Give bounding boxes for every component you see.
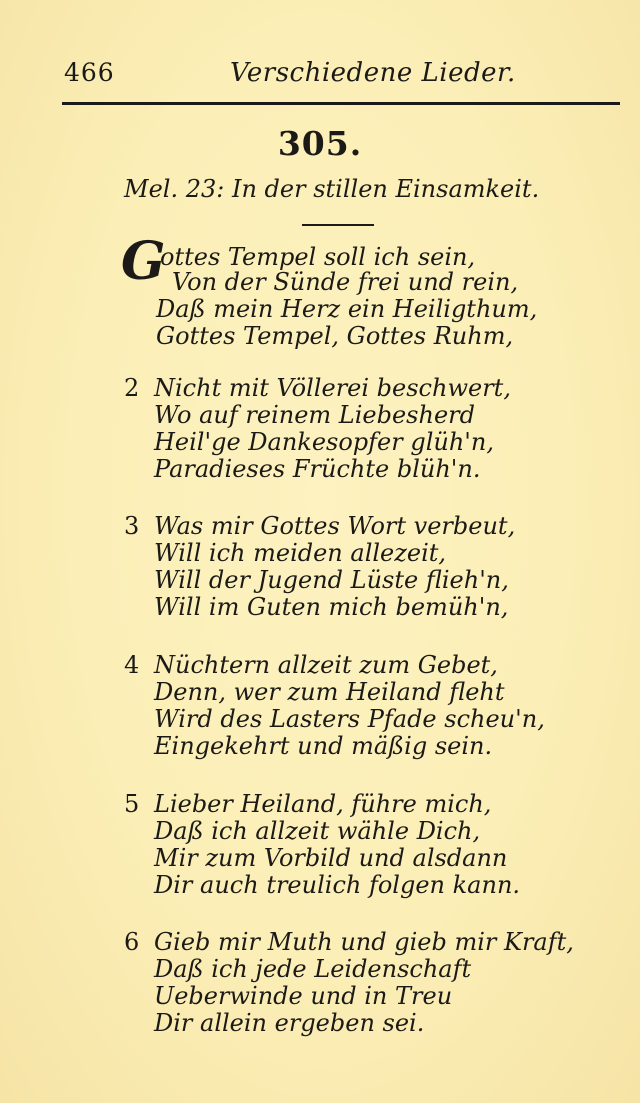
running-head (64, 58, 620, 98)
melody-rule (302, 224, 374, 226)
stanza-6-line-2: Daß ich jede Leidenschaft (154, 955, 472, 983)
stanza-4-line-1: Nüchtern allzeit zum Gebet, (154, 651, 498, 679)
stanza-1-line-2: Von der Sünde frei und rein, (172, 268, 519, 296)
stanza-3-line-2: Will ich meiden allezeit, (154, 539, 447, 567)
stanza-1-line-1: ottes Tempel soll ich sein, (160, 243, 476, 271)
stanza-5-line-2: Daß ich allzeit wähle Dich, (154, 817, 481, 845)
stanza-2-line-1: Nicht mit Völlerei beschwert, (154, 374, 511, 402)
stanza-5-line-1: Lieber Heiland, führe mich, (154, 790, 492, 818)
stanza-1-line-4: Gottes Tempel, Gottes Ruhm, (156, 322, 514, 350)
stanza-2-line-3: Heil'ge Dankesopfer glüh'n, (154, 428, 494, 456)
header-rule (62, 102, 620, 105)
stanza-3-line-1: Was mir Gottes Wort verbeut, (154, 512, 516, 540)
stanza-1-line-3: Daß mein Herz ein Heiligthum, (156, 295, 538, 323)
running-title: Verschiedene Lieder. (230, 58, 516, 88)
stanza-4-line-3: Wird des Lasters Pfade scheu'n, (154, 705, 545, 733)
stanza-5-line-3: Mir zum Vorbild und alsdann (154, 844, 508, 872)
stanza-2-line-4: Paradieses Früchte blüh'n. (154, 455, 481, 483)
stanza-6-line-4: Dir allein ergeben sei. (154, 1009, 425, 1037)
stanza-6-line-1: Gieb mir Muth und gieb mir Kraft, (154, 928, 574, 956)
stanza-4-line-4: Eingekehrt und mäßig sein. (154, 732, 493, 760)
stanza-3-line-3: Will der Jugend Lüste flieh'n, (154, 566, 509, 594)
verse-number: 5 (124, 790, 140, 818)
drop-cap: G (121, 231, 166, 292)
page-number: 466 (64, 58, 115, 87)
stanza-4-line-2: Denn, wer zum Heiland fleht (154, 678, 505, 706)
verse-number: 3 (124, 512, 140, 540)
verse-number: 4 (124, 651, 140, 679)
stanza-6-line-3: Ueberwinde und in Treu (154, 982, 453, 1010)
stanza-5-line-4: Dir auch treulich folgen kann. (154, 871, 521, 899)
verse-number: 6 (124, 928, 140, 956)
verse-number: 2 (124, 374, 140, 402)
stanza-3-line-4: Will im Guten mich bemüh'n, (154, 593, 509, 621)
stanza-2-line-2: Wo auf reinem Liebesherd (154, 401, 475, 429)
melody-line: Mel. 23: In der stillen Einsamkeit. (124, 175, 540, 203)
hymn-number: 305. (277, 124, 363, 163)
